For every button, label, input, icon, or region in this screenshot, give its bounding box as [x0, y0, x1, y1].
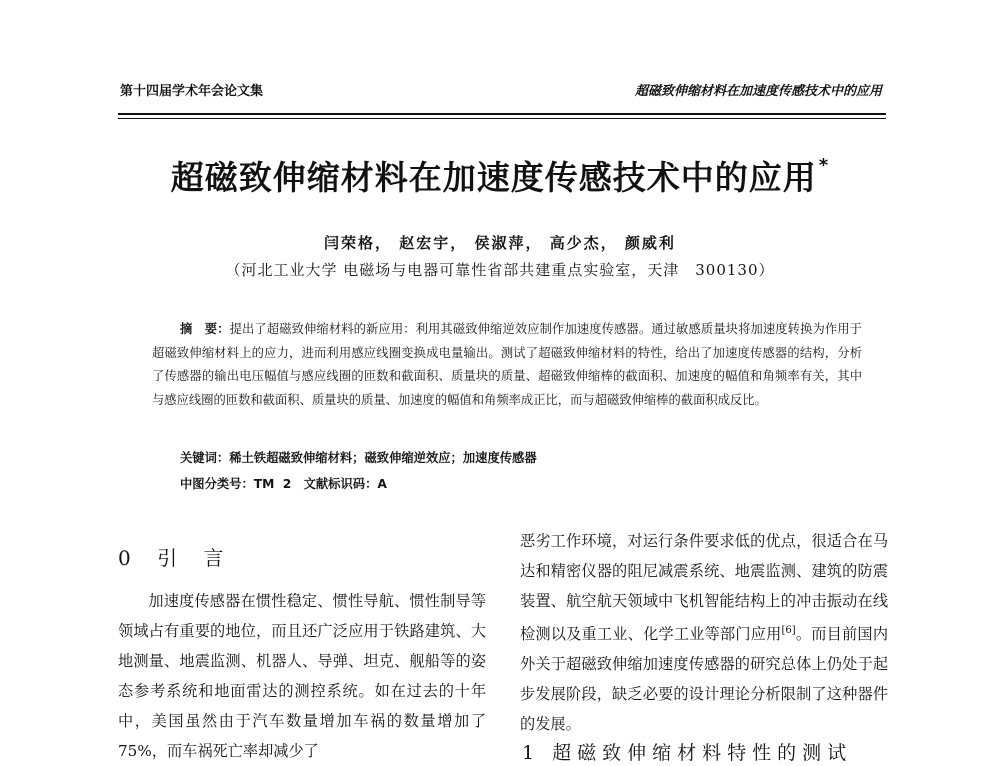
header-rule-thin	[118, 118, 886, 119]
affiliation: （河北工业大学 电磁场与电器可靠性省部共建重点实验室，天津 300130）	[225, 261, 775, 279]
section-heading-materials: 1 超磁致伸缩材料特性的测试	[522, 742, 853, 764]
abstract-label: 摘 要：	[180, 322, 230, 336]
classification-label: 中图分类号：	[180, 477, 254, 491]
doc-code-value: A	[377, 477, 387, 491]
keywords	[180, 448, 537, 466]
running-header-left: 第十四届学术年会论文集	[120, 84, 264, 99]
paper-title	[0, 152, 1000, 199]
header-rule-thick	[118, 113, 886, 115]
running-header-right: 超磁致伸缩材料在加速度传感技术中的应用	[634, 84, 882, 99]
keywords-text: 稀土铁超磁致伸缩材料；磁致伸缩逆效应；加速度传感器	[229, 451, 537, 465]
right-column-paragraph	[520, 526, 888, 739]
right-paragraph-part2: 。而目前国内外关于超磁致伸缩加速度传感器的研究总体上仍处于起步发展阶段，缺乏必要的设计理论分析限制了这种器件的发展。	[520, 625, 889, 733]
right-paragraph-part1: 恶劣工作环境，对运行条件要求低的优点，很适合在马达和精密仪器的阻尼减震系统、地震监测、建筑的防震装置、航空航天领域中飞机智能结构上的冲击振动在线检测以及重工业、化学工业等部门应用	[520, 532, 888, 643]
abstract-text: 提出了超磁致伸缩材料的新应用：利用其磁致伸缩逆效应制作加速度传感器。通过敏感质量块将加速度转换为作用于超磁致伸缩材料上的应力，进而利用感应线圈变换成电量输出。测试了超磁致伸缩材料的特性，给出了加速度传感器的结构，分析了传感器的输出电压幅值与感应线圈的匝数和截面积、质量块的质量、超磁致伸缩棒的截面积、加速度的幅值和角频率有关，其中与感应线圈的匝数和截面积、质量块的质量、加速度的幅值和角频率成正比，而与超磁致伸缩棒的截面积成反比。	[152, 322, 862, 407]
classification-line	[180, 474, 387, 492]
title-footnote-mark: *	[818, 155, 830, 176]
title-text: 超磁致伸缩材料在加速度传感技术中的应用	[170, 158, 817, 197]
author-list: 闫荣格， 赵宏宇， 侯淑萍， 高少杰， 颜威利	[324, 234, 676, 252]
section-heading-introduction: 0 引 言	[118, 546, 234, 570]
citation-ref: [6]	[781, 625, 796, 636]
keywords-label: 关键词：	[180, 451, 230, 465]
abstract	[152, 318, 862, 412]
intro-paragraph: 加速度传感器在惯性稳定、惯性导航、惯性制导等领域占有重要的地位，而且还广泛应用于铁路建筑、大地测量、地震监测、机器人、导弹、坦克、舰船等的姿态参考系统和地面雷达的测控系统。如在过去的十年中，美国虽然由于汽车数量增加车祸的数量增加了 75%，而车祸死亡率却减少了	[118, 592, 486, 760]
doc-code-label: 文献标识码：	[303, 477, 378, 491]
classification-value: TM 2	[253, 477, 292, 491]
